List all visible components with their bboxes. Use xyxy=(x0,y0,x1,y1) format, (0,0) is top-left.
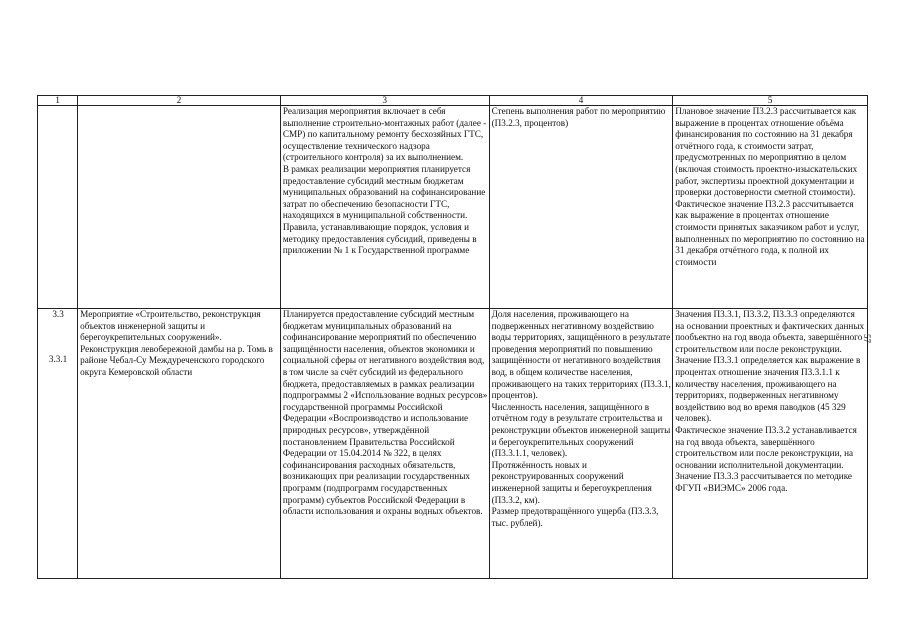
row2-number-main: 3.3 xyxy=(52,309,64,319)
row2-number-sub: 3.3.1 xyxy=(48,353,68,364)
row2-indicator-cell xyxy=(489,309,673,579)
table-header-row xyxy=(38,96,868,106)
row1-number-cell xyxy=(38,106,78,309)
header-col-1: 1 xyxy=(38,96,78,106)
program-table xyxy=(37,95,868,579)
table-row xyxy=(38,309,868,579)
row2-description: Планируется предоставление субсидий местным бюджетам муниципальных образований на софинансирование мероприятий по обеспечению защищённости населения, объектов экономики и социальной сферы от негативного воздействия вод, в том числе за счёт субсидий из федерального бюджета, предоставляемых в рамках реализации подпрограммы 2 «Использование водных ресурсов» государственной программы Российской Федерации «Воспроизводство и использование природных ресурсов», утверждённой постановлением Правительства Российской Федерации от 15.04.2014 № 322, в целях софинансирования расходных обязательств, возникающих при реализации государственных программ (подпрограмм государственных программ) субъектов Российской Федерации в области использования и охраны водных объектов. xyxy=(282,309,488,517)
row2-indicator: Доля населения, проживающего на подверженных негативному воздействию воды территориях, защищённого в результате проведения мероприятий по повышению защищённости от негативного воздействия вод, в общем количестве населения, проживающего на таких территориях (П3.3.1, процентов). Численность населения, защищённого в отчётном году в результате строительства и реконструкции объектов инженерной защиты и берегоукрепительных сооружений (П3.3.1.1, человек). Протяжённость новых и реконструированных сооружений инженерной защиты и берегоукрепления (П3.3.2, км). Размер предотвращённого ущерба (П3.3.3, тыс. рублей). xyxy=(491,309,671,528)
row2-event-title: Мероприятие «Строительство, реконструкция объектов инженерной защиты и берегоукрепительных сооружений». xyxy=(80,309,261,343)
row1-description: Реализация мероприятия включает в себя выполнение строительно-монтажных работ (далее - СМР) по капитальному ремонту бесхозяйных ГТС, осуществление технического надзора (строительного контроля) за их выполнением. В рамках реализации мероприятия планируется предоставление субсидий местным бюджетам муниципальных образований на софинансирование затрат по обеспечению безопасности ГТС, находящихся в муниципальной собственности. Правила, устанавливающие порядок, условия и методику предоставления субсидий, приведены в приложении № 1 к Государственной программе xyxy=(282,106,487,256)
header-col-3: 3 xyxy=(280,96,489,106)
page-number: 57 xyxy=(862,334,872,343)
row2-method: Значения П3.3.1, П3.3.2, П3.3.3 определяются на основании проектных и фактических данных пообъектно на год ввода объекта, завершённого строительством или после реконструкции. Значение П3.3.1 определяется как выражение в процентах отношение значения П3.3.1.1 к количеству населения, проживающего на территориях, подверженных негативному воздействию вод во время паводков (45 329 человек). Фактическое значение П3.3.2 устанавливается на год ввода объекта, завершённого строительством или после реконструкции, на основании исполнительной документации. Значение П3.3.3 рассчитывается по методике ФГУП «ВИЭМС» 2006 года. xyxy=(675,309,865,493)
row1-description-cell xyxy=(280,106,489,309)
row2-event-subtitle: Реконструкция левобережной дамбы на р. Томь в районе Чебал-Су Междуреченского городского округа Кемеровской области xyxy=(80,343,273,377)
header-col-5: 5 xyxy=(673,96,868,106)
row1-event-cell xyxy=(78,106,281,309)
header-col-2: 2 xyxy=(78,96,281,106)
row1-method: Плановое значение П3.2.3 рассчитывается как выражение в процентах отношение объёма финансирования по состоянию на 31 декабря отчётного года, к стоимости затрат, предусмотренных по мероприятию в целом (включая стоимость проектно-изыскательских работ, экспертизы проектной документации и проверки достоверности сметной стоимости). Фактическое значение П3.2.3 рассчитывается как выражение в процентах отношение стоимости принятых заказчиком работ и услуг, выполненных по мероприятию по состоянию на 31 декабря отчётного года, к полной их стоимости xyxy=(675,106,865,267)
row1-indicator-cell xyxy=(489,106,673,309)
header-col-4: 4 xyxy=(489,96,673,106)
table-row xyxy=(38,106,868,309)
row2-event-cell xyxy=(78,309,281,579)
row1-indicator: Степень выполнения работ по мероприятию (П3.2.3, процентов) xyxy=(491,106,666,128)
row2-method-cell xyxy=(673,309,868,579)
row2-number-cell xyxy=(38,309,78,579)
row2-description-cell xyxy=(280,309,489,579)
row1-method-cell xyxy=(673,106,868,309)
